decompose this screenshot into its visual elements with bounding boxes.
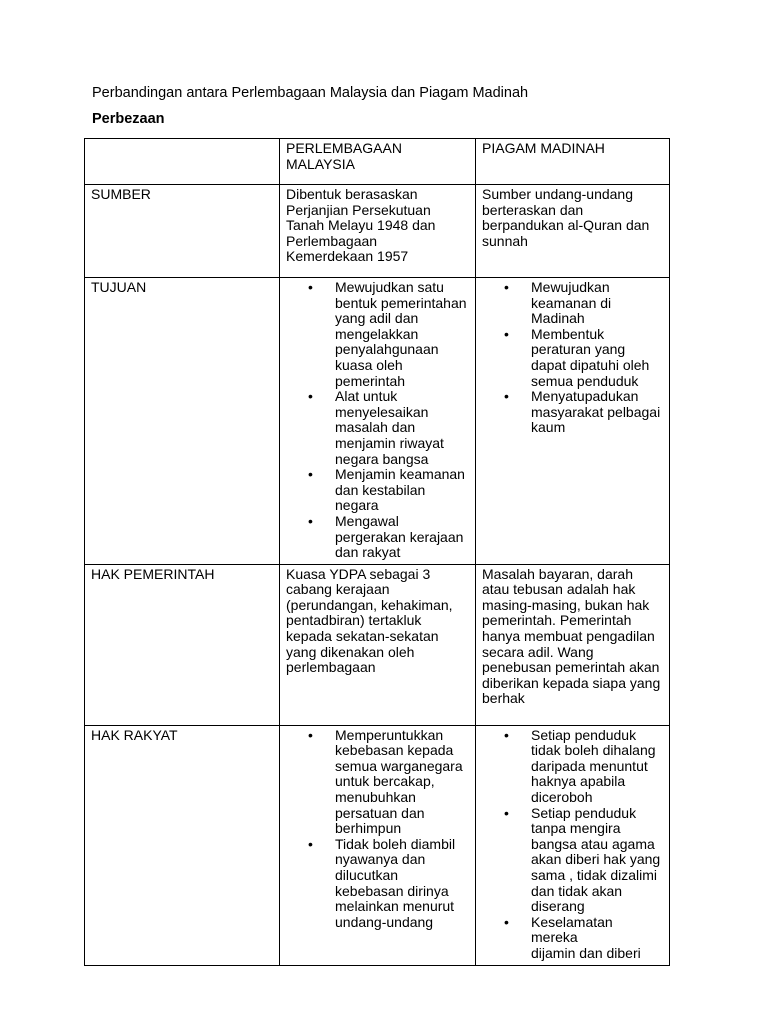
row-label: TUJUAN — [85, 278, 280, 565]
table-row-tujuan — [85, 278, 670, 565]
list-item: • Keselamatan mereka dijamin dan diberi — [531, 915, 663, 962]
bullet-list — [482, 280, 663, 436]
table-row-sumber — [85, 185, 670, 278]
madinah-cell: Masalah bayaran, darah atau tebusan adalah hak masing-masing, bukan hak pemerintah. Pemerintah hanya membuat pengadilan secara adil. Wang penebusan pemerintah akan diberikan kepada siapa yang berhak — [476, 564, 670, 725]
table-header-row — [85, 139, 670, 185]
row-label: HAK PEMERINTAH — [85, 564, 280, 725]
list-item: • Menyatupadukan masyarakat pelbagai kaum — [531, 389, 663, 436]
bullet-list — [482, 728, 663, 962]
malaysia-cell — [280, 278, 476, 565]
table-row-hak-pemerintah — [85, 564, 670, 725]
section-heading: Perbezaan — [92, 111, 165, 127]
header-empty-cell — [85, 139, 280, 185]
list-item: • Setiap penduduk tanpa mengira bangsa atau agama akan diberi hak yang sama , tidak dizalimi dan tidak akan diserang — [531, 806, 663, 915]
list-item: • Tidak boleh diambil nyawanya dan dilucutkan kebebasan dirinya melainkan menurut undang-undang — [335, 837, 469, 931]
table-row-hak-rakyat — [85, 725, 670, 965]
row-label: SUMBER — [85, 185, 280, 278]
malaysia-cell: Kuasa YDPA sebagai 3 cabang kerajaan (perundangan, kehakiman, pentadbiran) tertakluk kepada sekatan-sekatan yang dikenakan oleh perlembagaan — [280, 564, 476, 725]
header-piagam-madinah: PIAGAM MADINAH — [476, 139, 670, 185]
comparison-table — [84, 138, 670, 966]
madinah-cell — [476, 278, 670, 565]
document-title: Perbandingan antara Perlembagaan Malaysia dan Piagam Madinah — [92, 85, 529, 101]
malaysia-cell — [280, 725, 476, 965]
row-label: HAK RAKYAT — [85, 725, 280, 965]
list-item: • Setiap penduduk tidak boleh dihalang daripada menuntut haknya apabila diceroboh — [531, 728, 663, 806]
bullet-list — [286, 280, 469, 561]
list-item: • Alat untuk menyelesaikan masalah dan menjamin riwayat negara bangsa — [335, 389, 469, 467]
list-item: • Memperuntukkan kebebasan kepada semua warganegara untuk bercakap, menubuhkan persatuan dan berhimpun — [335, 728, 469, 837]
list-item: • Mengawal pergerakan kerajaan dan rakyat — [335, 514, 469, 561]
bullet-list — [286, 728, 469, 931]
list-item: • Membentuk peraturan yang dapat dipatuhi oleh semua penduduk — [531, 327, 663, 389]
malaysia-cell: Dibentuk berasaskan Perjanjian Persekutuan Tanah Melayu 1948 dan Perlembagaan Kemerdekaan 1957 — [280, 185, 476, 278]
madinah-cell — [476, 725, 670, 965]
list-item: • Menjamin keamanan dan kestabilan negara — [335, 467, 469, 514]
list-item: • Mewujudkan satu bentuk pemerintahan yang adil dan mengelakkan penyalahgunaan kuasa oleh pemerintah — [335, 280, 469, 389]
madinah-cell: Sumber undang-undang berteraskan dan berpandukan al-Quran dan sunnah — [476, 185, 670, 278]
list-item: • Mewujudkan keamanan di Madinah — [531, 280, 663, 327]
header-perlembagaan-malaysia: PERLEMBAGAAN MALAYSIA — [280, 139, 476, 185]
